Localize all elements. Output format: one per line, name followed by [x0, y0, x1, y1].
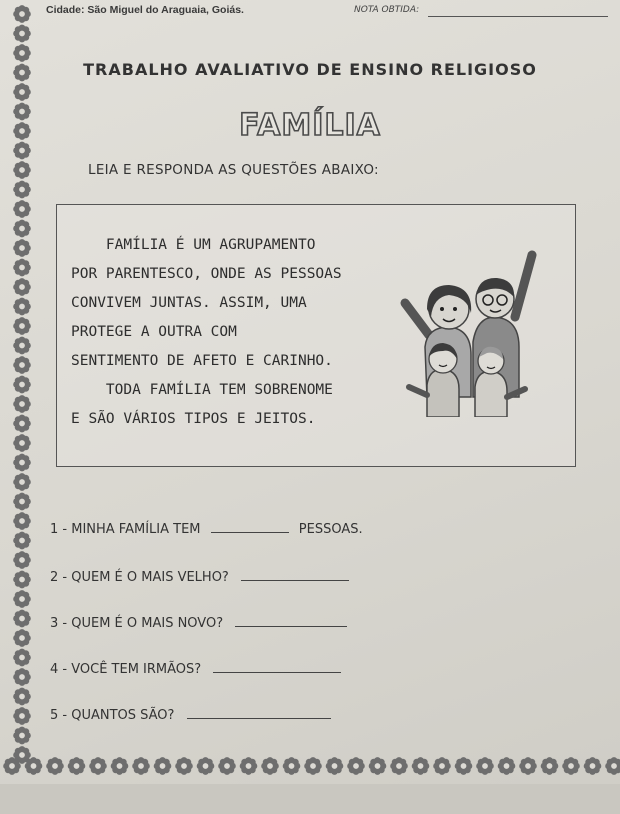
- flower-icon: [605, 757, 620, 775]
- answer-blank[interactable]: [213, 660, 341, 673]
- flower-icon: [240, 757, 258, 775]
- flower-icon: [13, 590, 31, 608]
- flower-icon: [13, 727, 31, 745]
- question-text: 3 - QUEM É O MAIS NOVO?: [50, 616, 224, 631]
- flower-icon: [13, 551, 31, 569]
- flower-icon: [13, 415, 31, 433]
- flower-icon: [218, 757, 236, 775]
- reading-box: [56, 204, 576, 467]
- flower-icon: [13, 649, 31, 667]
- flower-icon: [13, 25, 31, 43]
- reading-line: SENTIMENTO DE AFETO E CARINHO.: [71, 353, 333, 369]
- reading-line: POR PARENTESCO, ONDE AS PESSOAS: [71, 266, 342, 282]
- flower-icon: [111, 757, 129, 775]
- question-text: 4 - VOCÊ TEM IRMÃOS?: [50, 662, 202, 677]
- page-bottom-edge: [0, 784, 620, 814]
- flower-icon: [304, 757, 322, 775]
- flower-icon: [13, 239, 31, 257]
- bottom-flower-border: [0, 756, 620, 776]
- flower-icon: [584, 757, 602, 775]
- question-5: [50, 706, 331, 723]
- flower-icon: [68, 757, 86, 775]
- flower-icon: [13, 473, 31, 491]
- flower-icon: [13, 259, 31, 277]
- question-text-after: PESSOAS.: [298, 522, 363, 537]
- flower-icon: [197, 757, 215, 775]
- flower-icon: [13, 161, 31, 179]
- flower-icon: [347, 757, 365, 775]
- flower-icon: [13, 376, 31, 394]
- flower-icon: [25, 757, 43, 775]
- flower-icon: [13, 532, 31, 550]
- answer-blank[interactable]: [241, 568, 349, 581]
- family-illustration-icon: [387, 247, 547, 417]
- flower-icon: [476, 757, 494, 775]
- question-3: [50, 614, 347, 631]
- subject-title: [0, 108, 620, 143]
- city-line: Cidade: São Miguel do Araguaia, Goiás.: [46, 4, 244, 16]
- reading-line: TODA FAMÍLIA TEM SOBRENOME: [71, 382, 333, 398]
- flower-icon: [541, 757, 559, 775]
- question-2: [50, 568, 349, 585]
- flower-icon: [261, 757, 279, 775]
- reading-text: [71, 231, 342, 434]
- flower-icon: [13, 5, 31, 23]
- flower-icon: [13, 83, 31, 101]
- flower-icon: [13, 668, 31, 686]
- instructions: LEIA E RESPONDA AS QUESTÕES ABAIXO:: [88, 162, 379, 178]
- flower-icon: [13, 278, 31, 296]
- flower-icon: [13, 629, 31, 647]
- flower-icon: [13, 142, 31, 160]
- flower-icon: [326, 757, 344, 775]
- flower-icon: [455, 757, 473, 775]
- flower-icon: [175, 757, 193, 775]
- subject-title-text: FAMÍLIA: [239, 108, 381, 143]
- flower-icon: [154, 757, 172, 775]
- flower-icon: [369, 757, 387, 775]
- flower-icon: [433, 757, 451, 775]
- question-1: [50, 520, 363, 537]
- question-text: 1 - MINHA FAMÍLIA TEM: [50, 522, 201, 537]
- flower-icon: [89, 757, 107, 775]
- flower-icon: [13, 337, 31, 355]
- reading-line: CONVIVEM JUNTAS. ASSIM, UMA: [71, 295, 307, 311]
- flower-icon: [13, 181, 31, 199]
- flower-icon: [13, 317, 31, 335]
- reading-line: E SÃO VÁRIOS TIPOS E JEITOS.: [71, 411, 316, 427]
- flower-icon: [13, 220, 31, 238]
- flower-icon: [13, 707, 31, 725]
- reading-line: PROTEGE A OUTRA COM: [71, 324, 237, 340]
- flower-icon: [13, 493, 31, 511]
- header: [46, 4, 612, 20]
- flower-icon: [498, 757, 516, 775]
- flower-icon: [3, 757, 21, 775]
- flower-icon: [13, 298, 31, 316]
- flower-icon: [13, 395, 31, 413]
- grade-blank[interactable]: [428, 16, 608, 17]
- question-4: [50, 660, 341, 677]
- question-text: 2 - QUEM É O MAIS VELHO?: [50, 570, 229, 585]
- flower-icon: [13, 200, 31, 218]
- flower-icon: [13, 610, 31, 628]
- flower-icon: [13, 688, 31, 706]
- flower-icon: [283, 757, 301, 775]
- flower-icon: [13, 454, 31, 472]
- flower-icon: [46, 757, 64, 775]
- answer-blank[interactable]: [187, 706, 331, 719]
- flower-icon: [412, 757, 430, 775]
- answer-blank[interactable]: [211, 520, 289, 533]
- question-text: 5 - QUANTOS SÃO?: [50, 708, 175, 723]
- answer-blank[interactable]: [235, 614, 347, 627]
- flower-icon: [13, 512, 31, 530]
- grade-label: NOTA OBTIDA:: [354, 5, 420, 15]
- flower-icon: [13, 434, 31, 452]
- page-title: TRABALHO AVALIATIVO DE ENSINO RELIGIOSO: [83, 60, 537, 79]
- flower-icon: [13, 571, 31, 589]
- flower-icon: [562, 757, 580, 775]
- flower-icon: [132, 757, 150, 775]
- flower-icon: [519, 757, 537, 775]
- reading-line: FAMÍLIA É UM AGRUPAMENTO: [71, 237, 316, 253]
- flower-icon: [390, 757, 408, 775]
- flower-icon: [13, 356, 31, 374]
